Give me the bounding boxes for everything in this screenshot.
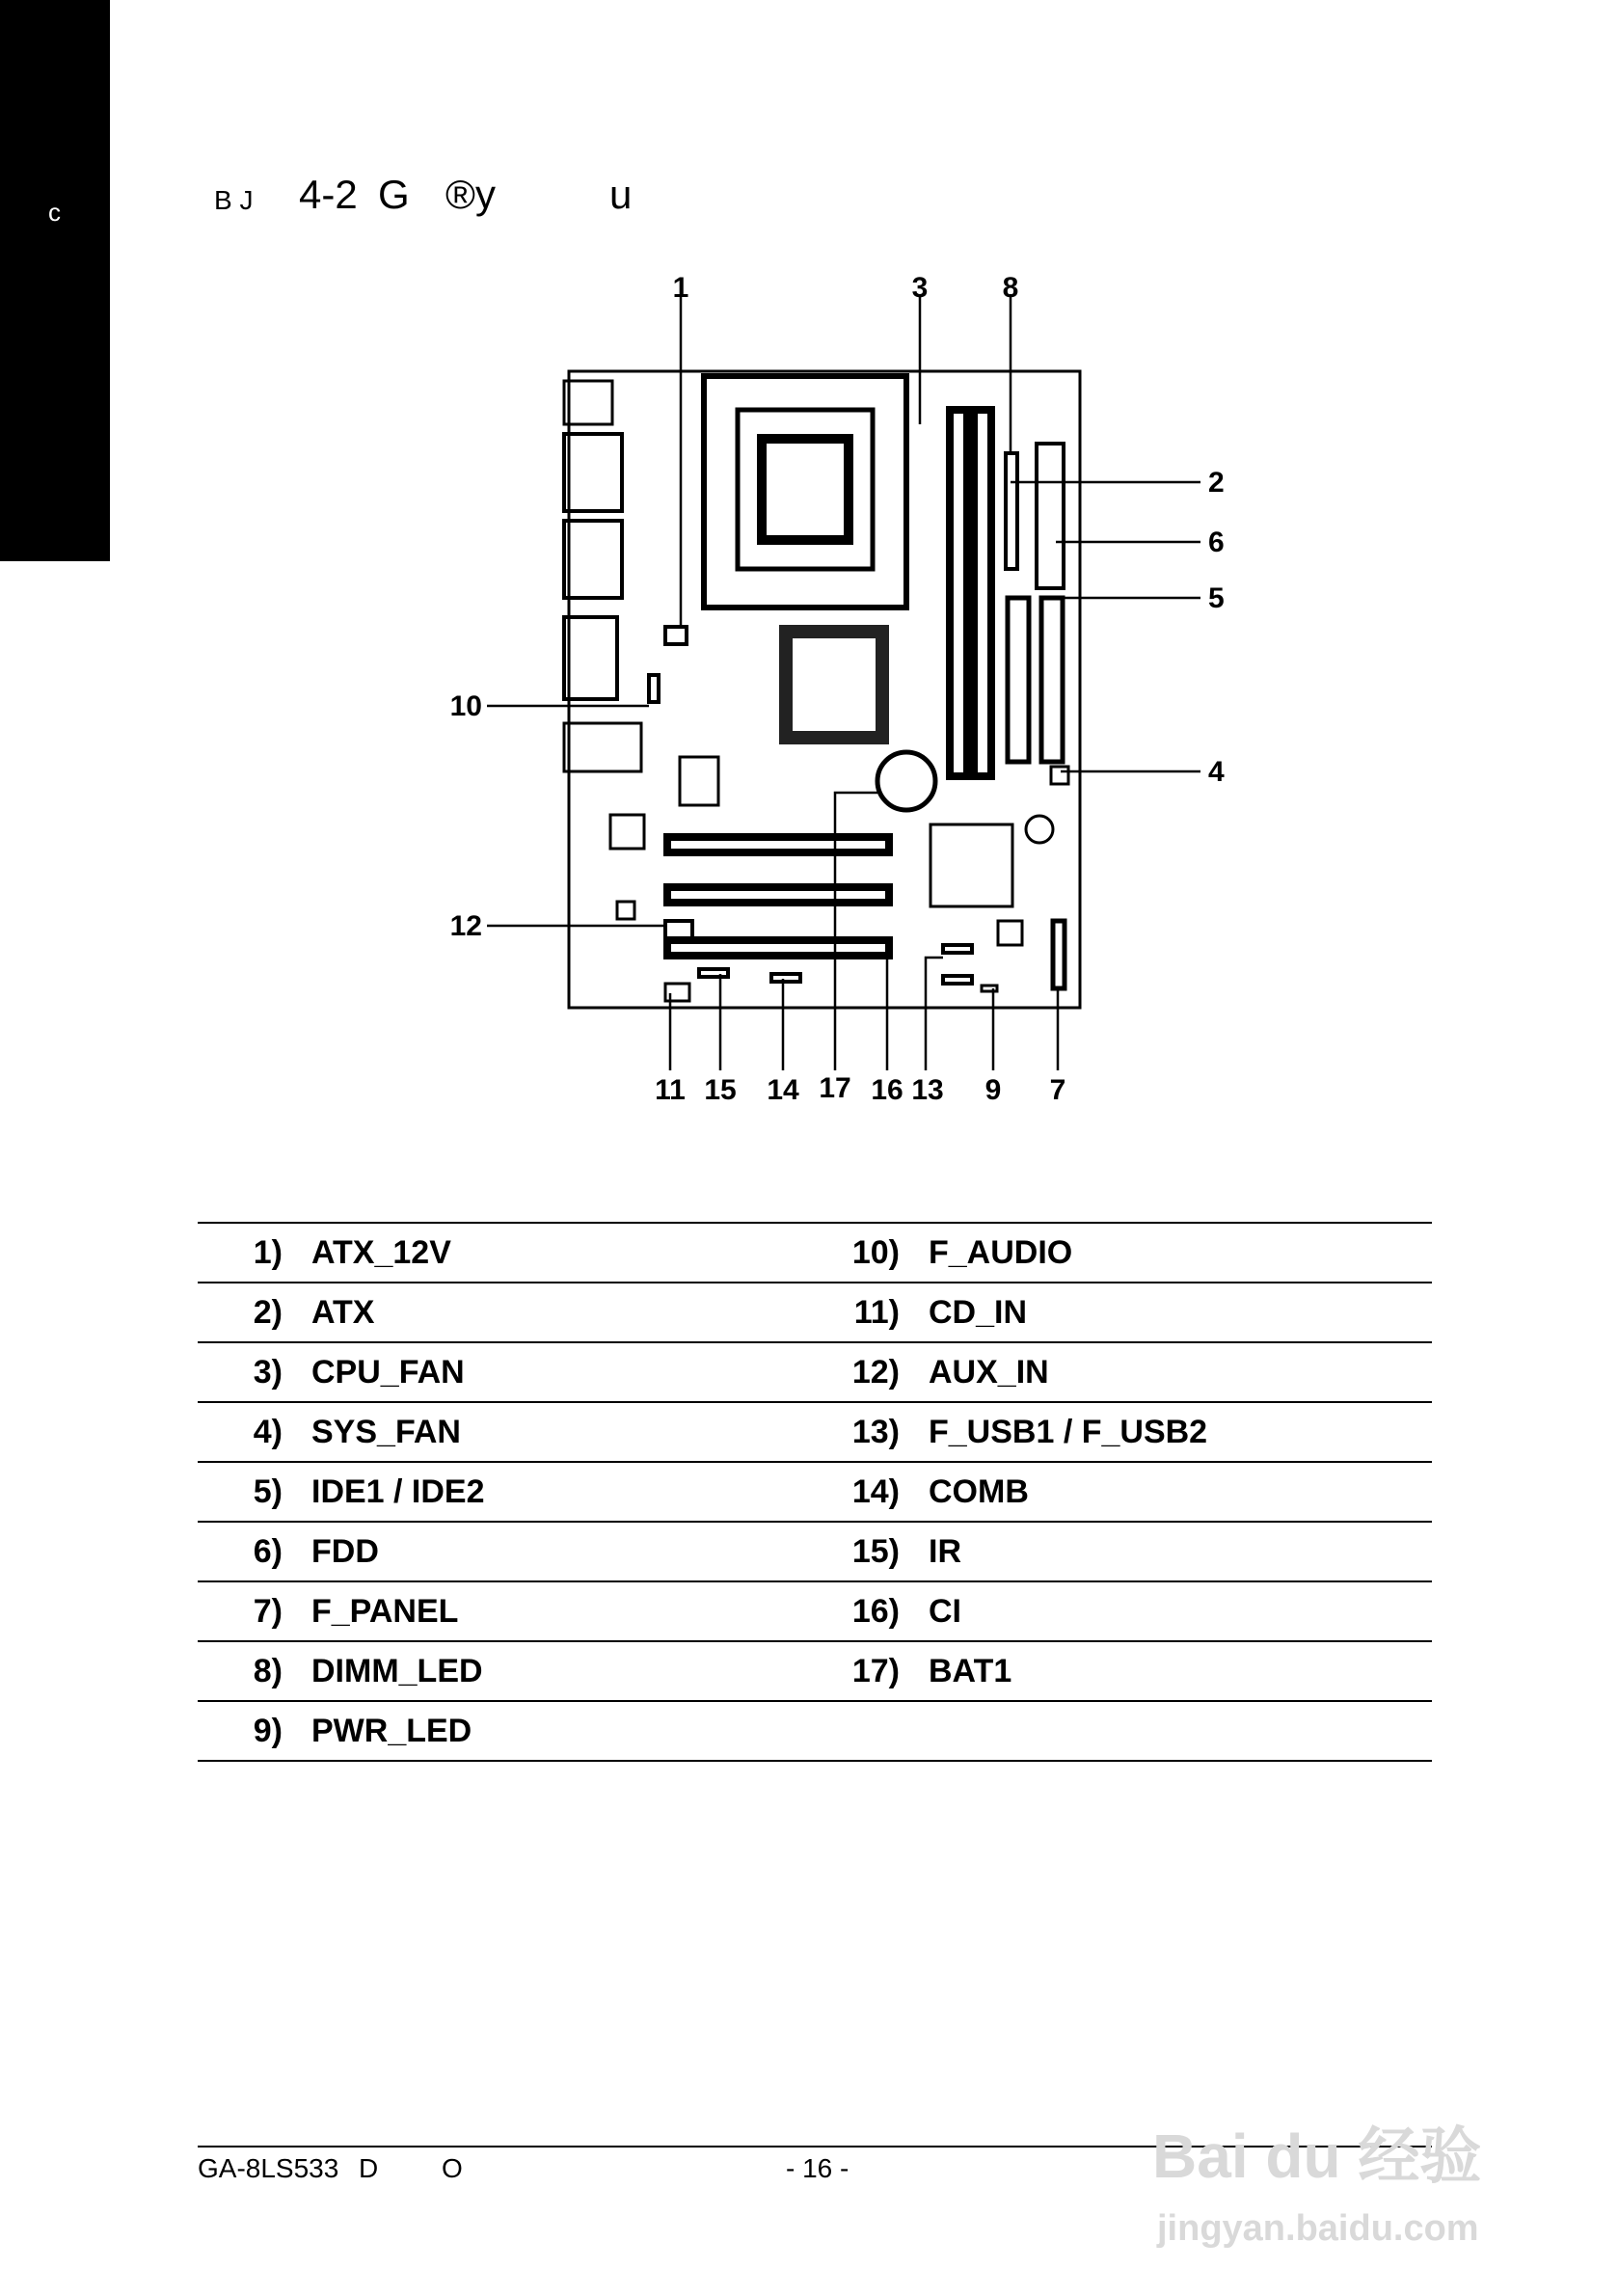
legend-label: F_PANEL bbox=[311, 1581, 815, 1641]
legend-label: BAT1 bbox=[929, 1641, 1432, 1701]
table-row bbox=[198, 1641, 1432, 1701]
legend-number: 13) bbox=[815, 1402, 929, 1462]
legend-label: F_USB1 / F_USB2 bbox=[929, 1402, 1432, 1462]
legend-number bbox=[815, 1701, 929, 1761]
legend-label: CI bbox=[929, 1581, 1432, 1641]
legend-label: DIMM_LED bbox=[311, 1641, 815, 1701]
heading-g: G bbox=[378, 172, 410, 217]
legend-label: SYS_FAN bbox=[311, 1402, 815, 1462]
table-row bbox=[198, 1402, 1432, 1462]
callout-5: 5 bbox=[1208, 582, 1225, 614]
table-row bbox=[198, 1522, 1432, 1581]
callout-9: 9 bbox=[984, 1074, 1002, 1106]
legend-label: FDD bbox=[311, 1522, 815, 1581]
legend-number: 9) bbox=[198, 1701, 311, 1761]
legend-label: CPU_FAN bbox=[311, 1342, 815, 1402]
legend-label: ATX_12V bbox=[311, 1223, 815, 1283]
legend-number: 8) bbox=[198, 1641, 311, 1701]
connector-legend-table bbox=[198, 1222, 1432, 1762]
legend-label bbox=[929, 1701, 1432, 1761]
heading-reg: ®y bbox=[445, 172, 496, 217]
callout-6: 6 bbox=[1208, 527, 1225, 558]
legend-number: 14) bbox=[815, 1462, 929, 1522]
heading-number: 4-2 bbox=[299, 172, 358, 217]
legend-number: 11) bbox=[815, 1283, 929, 1342]
table-row bbox=[198, 1342, 1432, 1402]
legend-label: IR bbox=[929, 1522, 1432, 1581]
legend-number: 5) bbox=[198, 1462, 311, 1522]
callout-1: 1 bbox=[672, 272, 689, 304]
legend-number: 15) bbox=[815, 1522, 929, 1581]
callout-11: 11 bbox=[655, 1074, 686, 1106]
table-row bbox=[198, 1701, 1432, 1761]
callout-8: 8 bbox=[1002, 272, 1019, 304]
legend-number: 3) bbox=[198, 1342, 311, 1402]
callout-12: 12 bbox=[449, 910, 482, 942]
legend-number: 6) bbox=[198, 1522, 311, 1581]
callout-16: 16 bbox=[871, 1074, 903, 1106]
legend-label: AUX_IN bbox=[929, 1342, 1432, 1402]
footer-model: GA-8LS533 bbox=[198, 2153, 339, 2183]
legend-number: 1) bbox=[198, 1223, 311, 1283]
watermark-url: jingyan.baidu.com bbox=[1157, 2208, 1479, 2249]
legend-number: 16) bbox=[815, 1581, 929, 1641]
legend-label: CD_IN bbox=[929, 1283, 1432, 1342]
callout-13: 13 bbox=[911, 1074, 944, 1106]
callout-2: 2 bbox=[1208, 467, 1225, 499]
motherboard-board bbox=[564, 371, 1080, 1008]
table-row bbox=[198, 1223, 1432, 1283]
legend-number: 7) bbox=[198, 1581, 311, 1641]
legend-label: ATX bbox=[311, 1283, 815, 1342]
legend-number: 10) bbox=[815, 1223, 929, 1283]
legend-label: COMB bbox=[929, 1462, 1432, 1522]
watermark-brand: Bai du 经验 bbox=[1152, 2121, 1482, 2191]
callout-7: 7 bbox=[1049, 1074, 1066, 1106]
footer-o: O bbox=[442, 2153, 463, 2183]
legend-label: IDE1 / IDE2 bbox=[311, 1462, 815, 1522]
footer-d: D bbox=[359, 2153, 379, 2183]
legend-label: F_AUDIO bbox=[929, 1223, 1432, 1283]
callout-15: 15 bbox=[704, 1074, 737, 1106]
table-row bbox=[198, 1462, 1432, 1522]
callout-3: 3 bbox=[911, 272, 929, 304]
callout-17: 17 bbox=[819, 1072, 851, 1104]
side-tab-letter: c bbox=[48, 198, 61, 227]
page-number: - 16 - bbox=[786, 2153, 849, 2183]
callout-4: 4 bbox=[1208, 756, 1225, 788]
callout-14: 14 bbox=[767, 1074, 799, 1106]
legend-number: 4) bbox=[198, 1402, 311, 1462]
heading-u: u bbox=[609, 172, 633, 217]
legend-label: PWR_LED bbox=[311, 1701, 815, 1761]
table-row bbox=[198, 1581, 1432, 1641]
heading-prefix: B J bbox=[214, 185, 254, 215]
legend-number: 2) bbox=[198, 1283, 311, 1342]
callout-10: 10 bbox=[449, 690, 482, 722]
legend-number: 12) bbox=[815, 1342, 929, 1402]
legend-number: 17) bbox=[815, 1641, 929, 1701]
table-row bbox=[198, 1283, 1432, 1342]
